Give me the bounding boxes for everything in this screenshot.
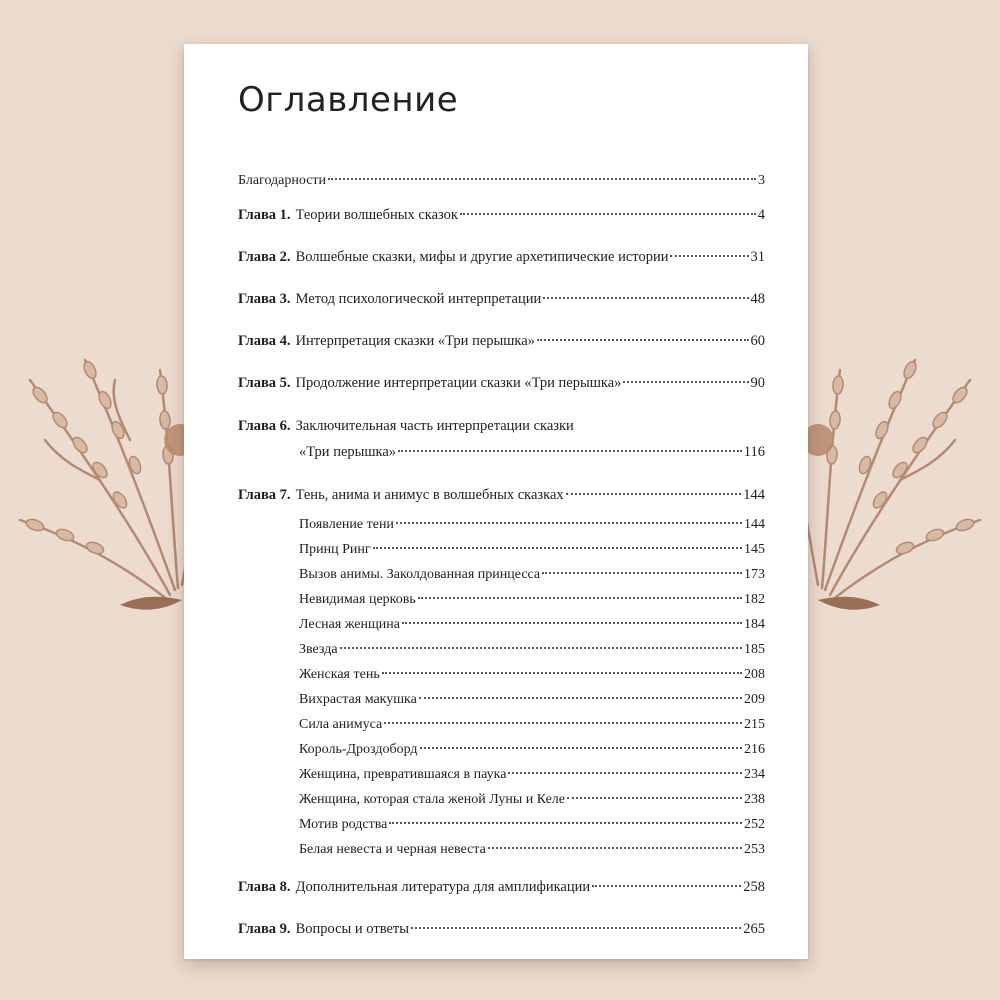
chapter-number: Глава 8. [238,879,291,895]
toc-entry-chapter-4 [238,332,765,350]
toc-entry-page: 234 [744,767,765,782]
toc-entry-chapter-8 [238,878,765,896]
toc-subentry [299,691,765,709]
toc-entry-page: 216 [744,742,765,757]
toc-subentry [299,616,765,634]
toc-entry-page: 4 [757,207,765,223]
toc-entry-label: Теории волшебных сказок [295,207,458,223]
toc-entry-page: 90 [750,375,765,391]
toc-entry-page: 3 [758,173,765,188]
dot-leader [402,622,742,624]
toc-subentry [299,766,765,784]
toc-entry-page: 238 [744,792,765,807]
toc-entry-page: 144 [743,487,765,503]
toc-entry-page: 182 [744,592,765,607]
toc-subentry [299,591,765,609]
chapter-number: Глава 9. [238,921,291,937]
toc-entry-label: Принц Ринг [299,542,371,557]
toc-entry-page: 144 [744,517,765,532]
toc-subentry [299,741,765,759]
dot-leader [389,822,742,824]
toc-entry-page: 184 [744,617,765,632]
toc-subentry [299,541,765,559]
toc-subentry [299,666,765,684]
toc-entry-chapter-9 [238,920,765,938]
toc-entry-page: 265 [743,921,765,937]
page-title: Оглавление [238,80,459,120]
toc-entry-chapter-1 [238,206,765,224]
dot-leader [488,847,742,849]
toc-entry-page: 145 [744,542,765,557]
toc-entry-page: 215 [744,717,765,732]
dot-leader [623,381,748,383]
toc-entry-chapter-5 [238,374,765,392]
toc-entry-label: Мотив родства [299,817,388,832]
toc-subentry [299,841,765,859]
dot-leader [328,178,756,180]
toc-entry-label: Звезда [299,642,338,657]
toc-entry-label: Вихрастая макушка [299,692,417,707]
dot-leader [537,339,749,341]
toc-entry-label: Вызов анимы. Заколдованная принцесса [299,567,541,582]
chapter-number: Глава 4. [238,333,291,349]
toc-entry-chapter-2 [238,248,765,266]
dot-leader [411,927,741,929]
toc-entry-label: Тень, анима и анимус в волшебных сказках [295,487,564,503]
chapter-number: Глава 2. [238,249,291,265]
book-page [184,44,808,959]
dot-leader [382,672,742,674]
toc-entry-page: 173 [744,567,765,582]
toc-entry-label: Лесная женщина [299,617,400,632]
toc-entry-page: 60 [750,333,765,349]
dot-leader [542,572,742,574]
toc-subentry [299,566,765,584]
toc-entry-label: Благодарности [238,173,327,188]
toc-entry-label: Король-Дроздоборд [299,742,418,757]
dot-leader [340,647,742,649]
toc-entry-page: 116 [743,444,765,460]
chapter-number: Глава 7. [238,487,291,503]
toc-subentry [299,716,765,734]
toc-entry-label: Интерпретация сказки «Три перышка» [295,333,535,349]
dot-leader [418,597,742,599]
dot-leader [566,493,742,495]
toc-entry-label: Белая невеста и черная невеста [299,842,486,857]
toc-entry-chapter-6 [238,417,678,435]
toc-entry-chapter-3 [238,290,765,308]
toc-entry-page: 185 [744,642,765,657]
dot-leader [670,255,748,257]
toc-entry-label: Сила анимуса [299,717,383,732]
dot-leader [419,697,742,699]
dot-leader [420,747,742,749]
toc-entry-label: Дополнительная литература для амплификации [295,879,591,895]
chapter-number: Глава 3. [238,291,291,307]
toc-entry-page: 258 [743,879,765,895]
dot-leader [398,450,742,452]
dot-leader [592,885,741,887]
dot-leader [460,213,756,215]
toc-subentry [299,816,765,834]
toc-entry-label: Женская тень [299,667,380,682]
toc-entry-chapter-7 [238,486,765,504]
dot-leader [567,797,742,799]
dot-leader [384,722,742,724]
toc-subentry [299,641,765,659]
toc-entry-page: 253 [744,842,765,857]
toc-entry-chapter-6-continued [299,443,765,461]
chapter-number: Глава 1. [238,207,291,223]
dot-leader [508,772,742,774]
dot-leader [373,547,742,549]
right-willow-branch-icon [790,360,980,600]
toc-entry-label: Вопросы и ответы [295,921,409,937]
toc-subentry [299,516,765,534]
toc-entry-label: Заключительная часть интерпретации сказки [295,418,574,434]
toc-entry-page: 48 [750,291,765,307]
toc-entry-page: 31 [750,249,765,265]
left-ribbon-icon [120,597,182,610]
toc-entry-label: Метод психологической интерпретации [295,291,542,307]
toc-entry-page: 252 [744,817,765,832]
toc-entry-label-continued: «Три перышка» [299,444,397,460]
toc-entry-page: 209 [744,692,765,707]
toc-entry-label: Женщина, которая стала женой Луны и Келе [299,792,565,807]
toc-entry-acknowledgements [238,172,765,190]
dot-leader [396,522,742,524]
toc-entry-label: Продолжение интерпретации сказки «Три перышка» [295,375,622,391]
dot-leader [543,297,748,299]
toc-entry-page: 208 [744,667,765,682]
right-ribbon-icon [818,597,880,610]
toc-entry-label: Женщина, превратившаяся в паука [299,767,507,782]
toc-entry-label: Появление тени [299,517,394,532]
toc-entry-label: Невидимая церковь [299,592,416,607]
toc-subentry [299,791,765,809]
chapter-number: Глава 6. [238,418,291,434]
chapter-number: Глава 5. [238,375,291,391]
toc-entry-label: Волшебные сказки, мифы и другие архетипические истории [295,249,669,265]
